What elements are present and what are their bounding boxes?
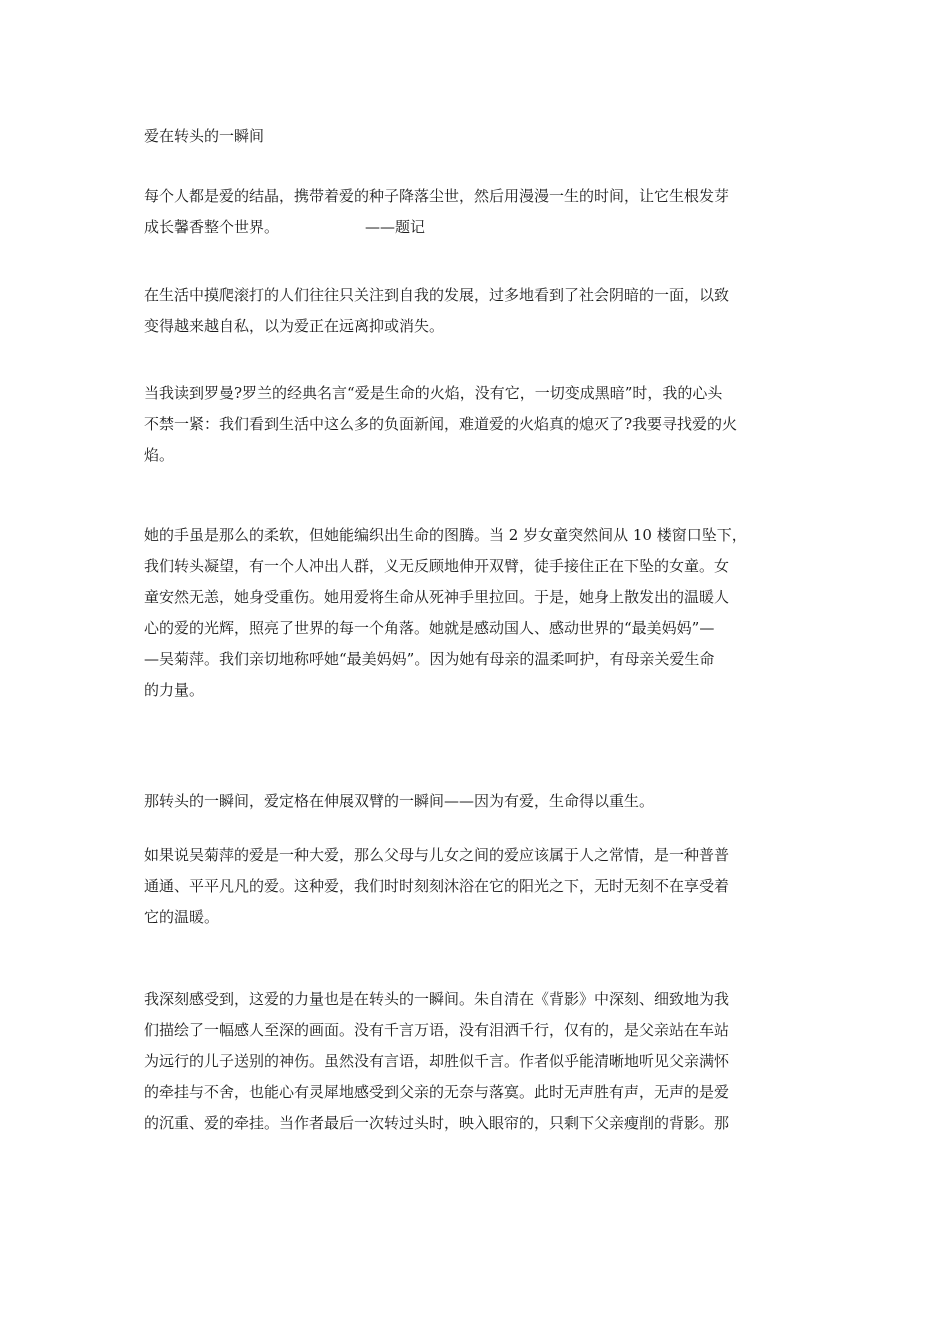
paragraph	[144, 840, 808, 933]
paragraph-line: 我深刻感受到，这爱的力量也是在转头的一瞬间。朱自清在《背影》中深刻、细致地为我	[144, 990, 730, 1008]
paragraph-line: 们描绘了一幅感人至深的画面。没有千言万语，没有泪洒千行，仅有的，是父亲站在车站	[144, 1021, 730, 1039]
paragraph-line: 心的爱的光辉，照亮了世界的每一个角落。她就是感动国人、感动世界的“最美妈妈”—	[144, 619, 715, 637]
document-title: 爱在转头的一瞬间	[144, 127, 265, 145]
paragraph-line: 每个人都是爱的结晶，携带着爱的种子降落尘世，然后用漫漫一生的时间，让它生根发芽	[144, 187, 730, 205]
paragraph	[144, 786, 808, 817]
epigraph-attribution: ——题记	[365, 218, 426, 236]
paragraph	[144, 520, 808, 706]
paragraph-line: 的力量。	[144, 681, 205, 699]
paragraph-line	[144, 212, 808, 243]
paragraph-line: 童安然无恙，她身受重伤。她用爱将生命从死神手里拉回。于是，她身上散发出的温暖人	[144, 588, 730, 606]
paragraph-line: 变得越来越自私，以为爱正在远离抑或消失。	[144, 317, 445, 335]
paragraph-line: 为远行的儿子送别的神伤。虽然没有言语，却胜似千言。作者似乎能清晰地听见父亲满怀	[144, 1052, 730, 1070]
paragraph-line: 在生活中摸爬滚打的人们往往只关注到自我的发展，过多地看到了社会阴暗的一面，以致	[144, 286, 730, 304]
paragraph-line: 它的温暖。	[144, 908, 220, 926]
paragraph-line: 如果说吴菊萍的爱是一种大爱，那么父母与儿女之间的爱应该属于人之常情，是一种普普	[144, 846, 730, 864]
paragraph	[144, 280, 808, 342]
paragraph-line-text: 成长馨香整个世界。	[144, 218, 280, 236]
paragraph-line: 那转头的一瞬间，爱定格在伸展双臂的一瞬间——因为有爱，生命得以重生。	[144, 792, 655, 810]
paragraph-line: 的沉重、爱的牵挂。当作者最后一次转过头时，映入眼帘的，只剩下父亲瘦削的背影。那	[144, 1114, 730, 1132]
paragraph-line: 通通、平平凡凡的爱。这种爱，我们时时刻刻沐浴在它的阳光之下，无时无刻不在享受着	[144, 877, 730, 895]
paragraph-epigraph	[144, 181, 808, 243]
paragraph-line: 焰。	[144, 446, 175, 464]
paragraph-line: —吴菊萍。我们亲切地称呼她“最美妈妈”。因为她有母亲的温柔呵护，有母亲关爱生命	[144, 650, 715, 668]
paragraph	[144, 984, 808, 1139]
paragraph-line: 我们转头凝望，有一个人冲出人群，义无反顾地伸开双臂，徒手接住正在下坠的女童。女	[144, 557, 730, 575]
paragraph-line: 她的手虽是那么的柔软，但她能编织出生命的图腾。当 2 岁女童突然间从 10 楼窗口坠下，	[144, 526, 747, 544]
paragraph-line: 当我读到罗曼?罗兰的经典名言“爱是生命的火焰，没有它，一切变成黑暗”时，我的心头	[144, 384, 723, 402]
paragraph-line: 不禁一紧：我们看到生活中这么多的负面新闻，难道爱的火焰真的熄灭了?我要寻找爱的火	[144, 415, 738, 433]
paragraph	[144, 378, 808, 471]
paragraph-line: 的牵挂与不舍，也能心有灵犀地感受到父亲的无奈与落寞。此时无声胜有声，无声的是爱	[144, 1083, 730, 1101]
